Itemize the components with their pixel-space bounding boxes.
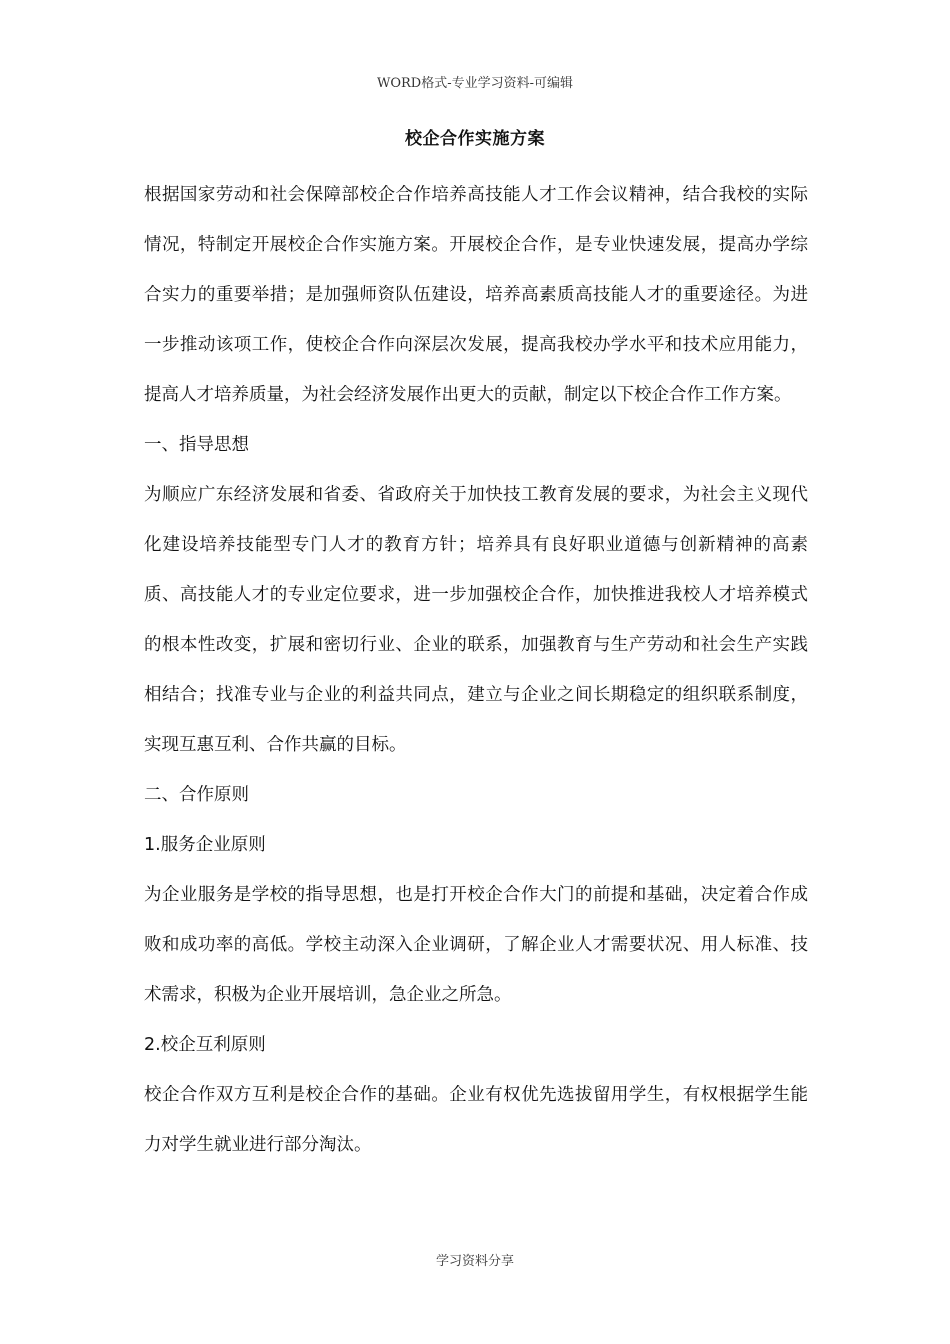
document-title: 校企合作实施方案 <box>405 129 545 149</box>
section-heading-guiding-ideology: 一、指导思想 <box>144 435 249 455</box>
guiding-ideology-paragraph: 为顺应广东经济发展和省委、省政府关于加快技工教育发展的要求，为社会主义现代化建设培养技能型专门人才的教育方针；培养具有良好职业道德与创新精神的高素质、高技能人才的专业定位要求，进一步加强校企合作，加快推进我校人才培养模式的根本性改变，扩展和密切行业、企业的联系，加强教育与生产劳动和社会生产实践相结合；找准专业与企业的利益共同点，建立与企业之间长期稳定的组织联系制度，实现互惠互利、合作共赢的目标。 <box>144 485 808 755</box>
page-footer: 学习资料分享 <box>435 1254 514 1269</box>
subheading-serve-enterprise: 1.服务企业原则 <box>144 835 266 855</box>
mutual-benefit-paragraph: 校企合作双方互利是校企合作的基础。企业有权优先选拔留用学生，有权根据学生能力对学生就业进行部分淘汰。 <box>144 1085 808 1155</box>
page-header: WORD格式-专业学习资料-可编辑 <box>376 76 574 91</box>
intro-paragraph: 根据国家劳动和社会保障部校企合作培养高技能人才工作会议精神，结合我校的实际情况，特制定开展校企合作实施方案。开展校企合作，是专业快速发展，提高办学综合实力的重要举措；是加强师资队伍建设，培养高素质高技能人才的重要途径。为进一步推动该项工作，使校企合作向深层次发展，提高我校办学水平和技术应用能力，提高人才培养质量，为社会经济发展作出更大的贡献，制定以下校企合作工作方案。 <box>144 185 808 405</box>
subheading-mutual-benefit: 2.校企互利原则 <box>144 1035 266 1055</box>
section-heading-cooperation-principles: 二、合作原则 <box>144 785 249 805</box>
serve-enterprise-paragraph: 为企业服务是学校的指导思想，也是打开校企合作大门的前提和基础，决定着合作成败和成功率的高低。学校主动深入企业调研，了解企业人才需要状况、用人标准、技术需求，积极为企业开展培训，急企业之所急。 <box>144 885 808 1005</box>
document-body <box>144 170 808 1170</box>
